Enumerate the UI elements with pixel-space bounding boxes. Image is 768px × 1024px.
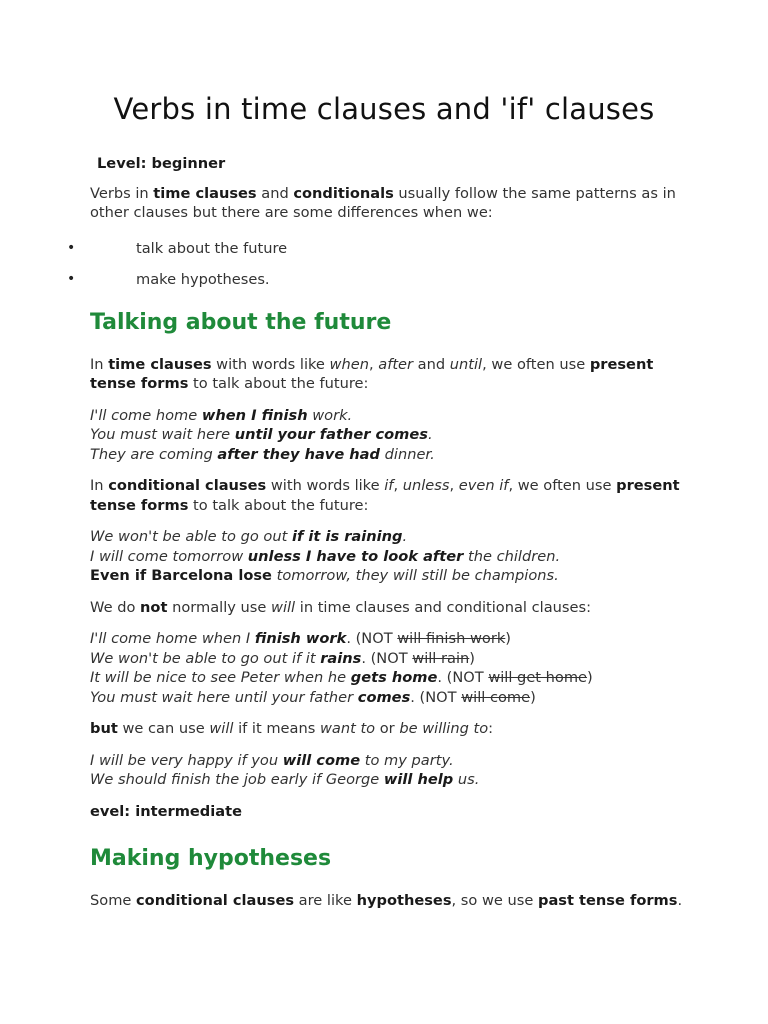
example-line: I'll come home when I finish work. (NOT will finish work): [90, 630, 511, 647]
time-clauses-paragraph: In time clauses with words like when, after and until, we often use present tense forms to talk about the future:: [90, 355, 654, 392]
example-line: It will be nice to see Peter when he gets home. (NOT will get home): [90, 669, 593, 686]
level-label-intermediate: evel: intermediate: [90, 802, 242, 820]
example-line: I will be very happy if you will come to my party.: [90, 751, 454, 769]
list-item: • talk about the future: [67, 239, 288, 257]
section-heading-hypotheses: Making hypotheses: [90, 846, 332, 871]
example-line: You must wait here until your father comes.: [90, 426, 433, 443]
time-clause-examples: [90, 406, 690, 465]
level-label-beginner: Level: beginner: [97, 155, 226, 172]
example-line: We won't be able to go out if it is raining.: [90, 528, 408, 545]
but-will-paragraph: but we can use will if it means want to or be willing to:: [90, 720, 494, 737]
will-not-used-paragraph: We do not normally use will in time clauses and conditional clauses:: [90, 598, 591, 616]
bullet-list: [67, 239, 690, 301]
example-line: We won't be able to go out if it rains. (NOT will rain): [90, 649, 475, 667]
example-line: You must wait here until your father comes. (NOT will come): [90, 688, 536, 706]
willing-examples: [90, 751, 690, 790]
not-will-examples: [90, 629, 690, 707]
example-line: I'll come home when I finish work.: [90, 406, 353, 424]
example-line: We should finish the job early if George will help us.: [90, 771, 480, 788]
conditional-clause-examples: [90, 527, 690, 586]
hypotheses-paragraph: Some conditional clauses are like hypotheses, so we use past tense forms.: [90, 892, 683, 909]
example-line: I will come tomorrow unless I have to look after the children.: [90, 547, 561, 565]
page-title: Verbs in time clauses and 'if' clauses: [113, 92, 655, 126]
bullet-icon: •: [67, 239, 76, 256]
conditional-clauses-paragraph: In conditional clauses with words like if, unless, even if, we often use present tense forms to talk about the future:: [90, 477, 680, 514]
list-item: • make hypotheses.: [67, 270, 270, 288]
bullet-icon: •: [67, 270, 76, 287]
section-heading-future: Talking about the future: [90, 309, 392, 335]
example-line: They are coming after they have had dinner.: [90, 445, 435, 463]
example-line: Even if Barcelona lose tomorrow, they will still be champions.: [90, 567, 559, 584]
document-body: [67, 154, 690, 911]
intro-paragraph: Verbs in time clauses and conditionals usually follow the same patterns as in other clauses but there are some differences when we:: [90, 184, 676, 221]
